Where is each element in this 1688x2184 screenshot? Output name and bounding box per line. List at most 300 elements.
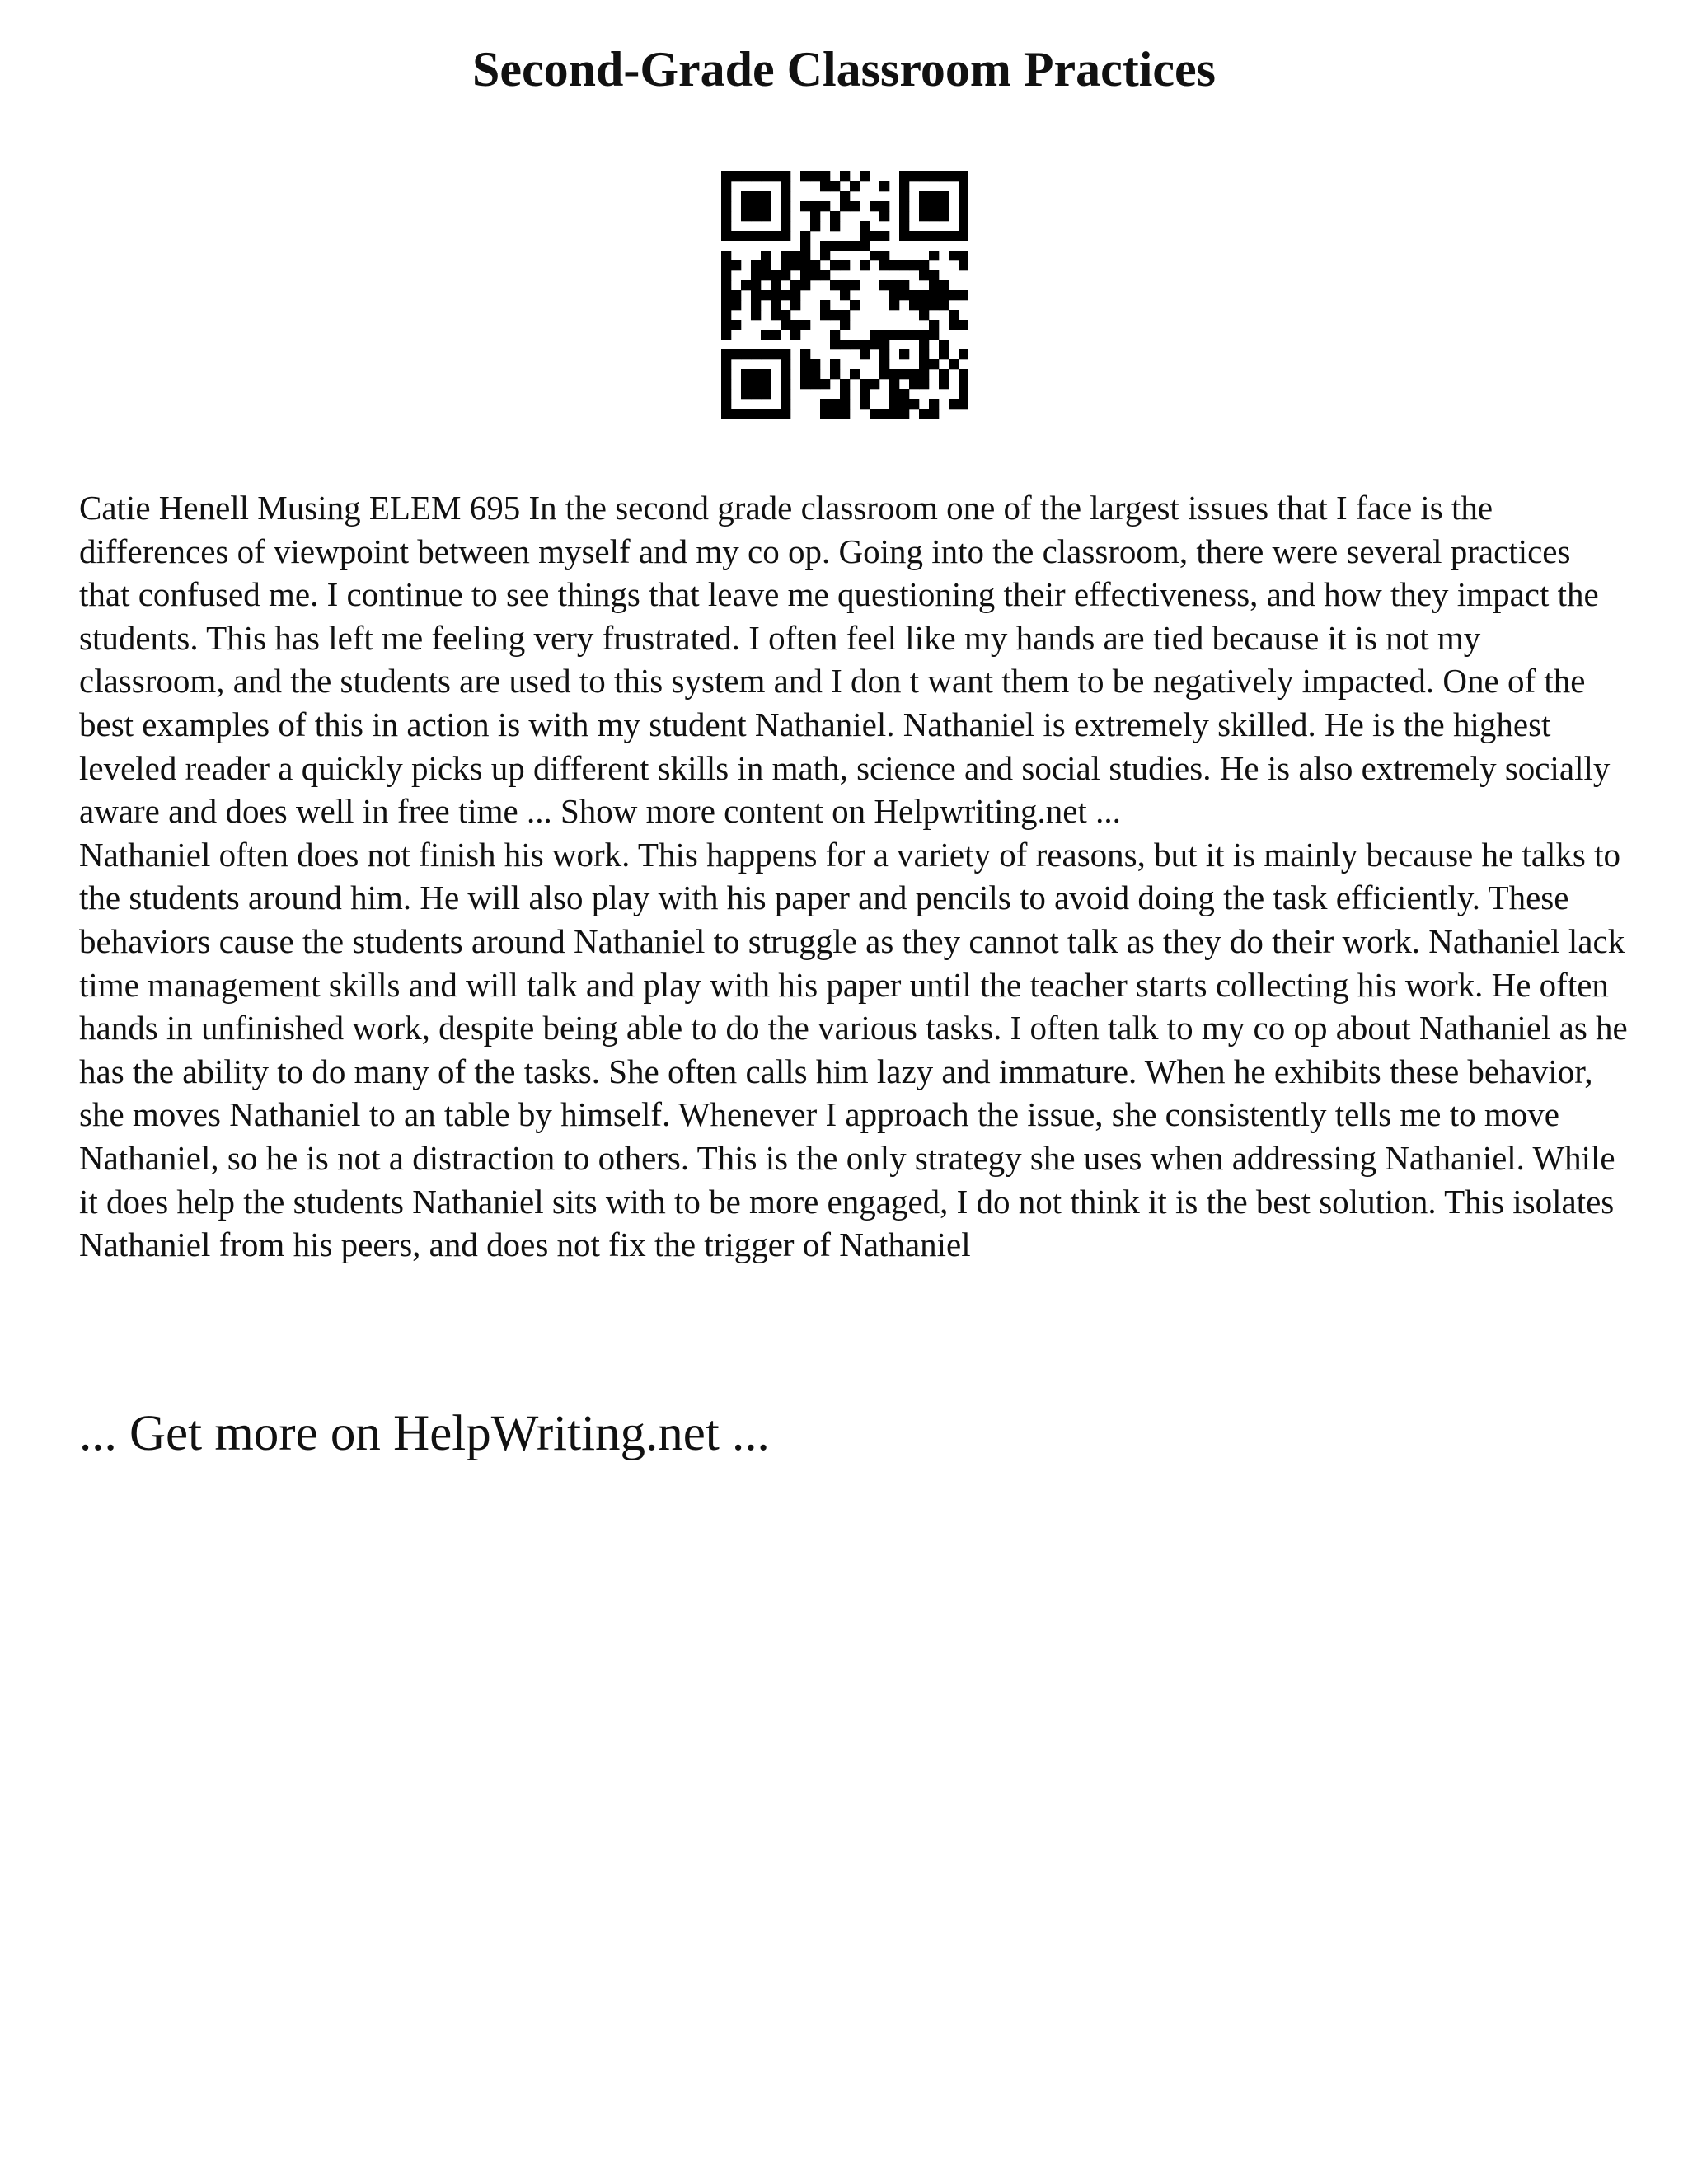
- qr-module: [741, 369, 751, 379]
- qr-module: [929, 409, 939, 419]
- qr-module: [929, 171, 939, 181]
- qr-module: [939, 340, 949, 349]
- qr-module: [800, 359, 810, 369]
- qr-module: [800, 320, 810, 330]
- qr-module: [899, 201, 909, 211]
- qr-module: [731, 290, 741, 300]
- qr-module: [929, 211, 939, 221]
- qr-module: [850, 181, 860, 191]
- qr-module: [790, 280, 800, 290]
- qr-module: [959, 349, 968, 359]
- qr-module: [939, 369, 949, 379]
- paragraph-main: Nathaniel often does not finish his work. This happens for a variety of reasons, but it is mainly because he talks to the students around him. He will also play with his paper and pencils to avoid doing the task efficiently. These behaviors cause the students around Nathaniel to struggle as they cannot talk as they do their work. Nathaniel lack time management skills and will talk and play with his paper until the teacher starts collecting his work. He often hands in unfinished work, despite being able to do the various tasks. I often talk to my co op about Nathaniel as he has the ability to do many of the tasks. She often calls him lazy and immature. When he exhibits these behavior, she moves Nathaniel to an table by himself. Whenever I approach the issue, she consistently tells me to move Nathaniel, so he is not a distraction to others. This is the only strategy she uses when addressing Nathaniel. While it does help the students Nathaniel sits with to be more engaged, I do not think it is the best solution. This isolates Nathaniel from his peers, and does not fix the trigger of Nathaniel: [79, 835, 1628, 1264]
- qr-module: [919, 211, 929, 221]
- qr-module: [731, 171, 741, 181]
- qr-module: [771, 310, 781, 320]
- qr-module: [939, 191, 949, 201]
- qr-module: [870, 409, 879, 419]
- qr-module: [800, 349, 810, 359]
- qr-module: [889, 260, 899, 270]
- qr-module: [860, 221, 870, 231]
- qr-module: [731, 409, 741, 419]
- qr-module: [781, 251, 790, 260]
- qr-module: [810, 369, 820, 379]
- qr-module: [870, 330, 879, 340]
- qr-module: [781, 379, 790, 389]
- qr-module: [761, 211, 771, 221]
- qr-module: [771, 349, 781, 359]
- qr-module: [781, 191, 790, 201]
- qr-module: [879, 369, 889, 379]
- qr-module: [959, 389, 968, 399]
- qr-module: [860, 231, 870, 241]
- qr-module: [870, 379, 879, 389]
- qr-module: [771, 409, 781, 419]
- qr-module: [751, 310, 761, 320]
- qr-module: [909, 330, 919, 340]
- qr-module: [949, 310, 959, 320]
- qr-module: [781, 201, 790, 211]
- qr-module: [761, 290, 771, 300]
- qr-module: [721, 399, 731, 409]
- qr-module: [889, 280, 899, 290]
- qr-module: [889, 399, 899, 409]
- document-body: [79, 486, 1629, 1267]
- qr-module: [721, 310, 731, 320]
- qr-module: [879, 231, 889, 241]
- qr-module: [781, 171, 790, 181]
- qr-module: [781, 320, 790, 330]
- qr-module: [919, 201, 929, 211]
- qr-module: [840, 280, 850, 290]
- qr-module: [919, 349, 929, 359]
- qr-module: [879, 211, 889, 221]
- qr-module: [919, 300, 929, 310]
- qr-module: [800, 251, 810, 260]
- qr-module: [889, 330, 899, 340]
- qr-module: [899, 171, 909, 181]
- qr-module: [751, 201, 761, 211]
- qr-module: [830, 369, 840, 379]
- qr-module: [879, 349, 889, 359]
- qr-module: [909, 300, 919, 310]
- qr-module: [741, 389, 751, 399]
- qr-module: [840, 260, 850, 270]
- qr-module: [889, 300, 899, 310]
- qr-module: [919, 270, 929, 280]
- qr-module: [850, 340, 860, 349]
- qr-module: [919, 171, 929, 181]
- qr-module: [820, 181, 830, 191]
- qr-module: [929, 330, 939, 340]
- qr-module: [761, 251, 771, 260]
- qr-module: [790, 260, 800, 270]
- qr-module: [959, 201, 968, 211]
- qr-module: [949, 399, 959, 409]
- qr-module: [899, 211, 909, 221]
- qr-module: [830, 409, 840, 419]
- qr-module: [820, 270, 830, 280]
- qr-module: [919, 290, 929, 300]
- qr-module: [899, 290, 909, 300]
- qr-module: [751, 409, 761, 419]
- qr-module: [919, 231, 929, 241]
- qr-module: [820, 409, 830, 419]
- qr-module: [721, 359, 731, 369]
- qr-module: [899, 280, 909, 290]
- qr-module: [781, 221, 790, 231]
- qr-module: [741, 191, 751, 201]
- qr-module: [820, 310, 830, 320]
- qr-module: [959, 251, 968, 260]
- qr-module: [879, 330, 889, 340]
- qr-module: [929, 290, 939, 300]
- qr-module: [741, 201, 751, 211]
- qr-module: [721, 320, 731, 330]
- qr-module: [781, 389, 790, 399]
- qr-module: [751, 369, 761, 379]
- qr-module: [830, 221, 840, 231]
- qr-module: [721, 409, 731, 419]
- qr-module: [939, 201, 949, 211]
- qr-module: [899, 389, 909, 399]
- qr-module: [781, 231, 790, 241]
- qr-module: [879, 251, 889, 260]
- qr-module: [731, 349, 741, 359]
- qr-module: [840, 290, 850, 300]
- qr-module: [781, 211, 790, 221]
- qr-module: [929, 270, 939, 280]
- qr-module: [850, 241, 860, 251]
- qr-module: [800, 369, 810, 379]
- qr-module: [939, 349, 949, 359]
- qr-module: [899, 221, 909, 231]
- qr-module: [870, 251, 879, 260]
- qr-module: [840, 201, 850, 211]
- qr-module: [909, 399, 919, 409]
- qr-module: [939, 231, 949, 241]
- qr-module: [761, 171, 771, 181]
- qr-module: [840, 171, 850, 181]
- qr-module: [939, 290, 949, 300]
- qr-module: [721, 270, 731, 280]
- qr-module: [959, 181, 968, 191]
- qr-module: [840, 310, 850, 320]
- qr-module: [771, 270, 781, 280]
- qr-module: [830, 399, 840, 409]
- qr-module: [899, 369, 909, 379]
- qr-module: [840, 320, 850, 330]
- qr-module: [790, 300, 800, 310]
- qr-module: [800, 241, 810, 251]
- qr-module: [751, 260, 761, 270]
- qr-module: [751, 270, 761, 280]
- qr-module: [919, 310, 929, 320]
- qr-module: [899, 260, 909, 270]
- qr-module: [721, 379, 731, 389]
- qr-module: [860, 379, 870, 389]
- qr-module: [771, 280, 781, 290]
- qr-module: [830, 310, 840, 320]
- qr-module: [721, 389, 731, 399]
- qr-module: [959, 290, 968, 300]
- qr-module: [959, 379, 968, 389]
- qr-module: [751, 231, 761, 241]
- qr-module: [830, 211, 840, 221]
- get-more-link[interactable]: ... Get more on HelpWriting.net ...: [79, 1406, 770, 1461]
- qr-module: [949, 231, 959, 241]
- qr-module: [731, 300, 741, 310]
- qr-module: [889, 409, 899, 419]
- qr-module: [731, 320, 741, 330]
- qr-module: [761, 330, 771, 340]
- qr-module: [919, 379, 929, 389]
- qr-module: [879, 260, 889, 270]
- qr-module: [860, 340, 870, 349]
- qr-module: [870, 340, 879, 349]
- qr-module: [840, 191, 850, 201]
- qr-module: [721, 300, 731, 310]
- qr-module: [879, 340, 889, 349]
- qr-module: [959, 191, 968, 201]
- qr-module: [820, 399, 830, 409]
- qr-module: [840, 379, 850, 389]
- qr-module: [939, 280, 949, 290]
- qr-module: [781, 270, 790, 280]
- qr-module: [909, 369, 919, 379]
- qr-module: [959, 369, 968, 379]
- qr-module: [731, 260, 741, 270]
- qr-module: [899, 191, 909, 201]
- qr-module: [850, 300, 860, 310]
- qr-module: [800, 379, 810, 389]
- qr-module: [830, 280, 840, 290]
- qr-module: [830, 359, 840, 369]
- qr-module: [879, 359, 889, 369]
- qr-module: [751, 379, 761, 389]
- qr-module: [919, 330, 929, 340]
- qr-module: [929, 251, 939, 260]
- paragraph-intro: Catie Henell Musing ELEM 695 In the second grade classroom one of the largest issues that I face is the differences of viewpoint between myself and my co op. Going into the classroom, there were several practices that confused me. I continue to see things that leave me questioning their effectiveness, and how they impact the students. This has left me feeling very frustrated. I often feel like my hands are tied because it is not my classroom, and the students are used to this system and I don t want them to be negatively impacted. One of the best examples of this in action is with my student Nathaniel. Nathaniel is extremely skilled. He is the highest leveled reader a quickly picks up different skills in math, science and social studies. He is also extremely socially aware and does well in free time ... Show more content on Helpwriting.net ...: [79, 489, 1611, 831]
- qr-module: [781, 310, 790, 320]
- qr-module: [959, 260, 968, 270]
- qr-module: [860, 349, 870, 359]
- qr-module: [899, 399, 909, 409]
- qr-module: [790, 290, 800, 300]
- qr-module: [810, 270, 820, 280]
- qr-module: [741, 280, 751, 290]
- qr-module: [741, 409, 751, 419]
- qr-module: [820, 171, 830, 181]
- qr-module: [919, 260, 929, 270]
- qr-module: [781, 181, 790, 191]
- qr-module: [860, 399, 870, 409]
- qr-module: [810, 359, 820, 369]
- qr-module: [840, 399, 850, 409]
- qr-module: [751, 300, 761, 310]
- qr-module: [721, 221, 731, 231]
- qr-module: [889, 369, 899, 379]
- qr-module: [840, 409, 850, 419]
- qr-module: [741, 349, 751, 359]
- qr-module: [830, 241, 840, 251]
- qr-module: [781, 290, 790, 300]
- qr-module: [840, 340, 850, 349]
- qr-module: [751, 191, 761, 201]
- qr-module: [771, 171, 781, 181]
- qr-module: [781, 349, 790, 359]
- qr-module: [939, 300, 949, 310]
- qr-module: [800, 280, 810, 290]
- qr-module: [790, 330, 800, 340]
- qr-module: [949, 171, 959, 181]
- qr-module: [959, 320, 968, 330]
- qr-module: [721, 290, 731, 300]
- qr-module: [929, 191, 939, 201]
- qr-module: [899, 409, 909, 419]
- qr-module: [909, 260, 919, 270]
- qr-module: [721, 211, 731, 221]
- qr-module: [761, 260, 771, 270]
- qr-module: [929, 399, 939, 409]
- qr-module: [909, 379, 919, 389]
- qr-module: [761, 231, 771, 241]
- qr-module: [929, 359, 939, 369]
- qr-module: [850, 369, 860, 379]
- qr-module: [741, 171, 751, 181]
- qr-module: [899, 349, 909, 359]
- qr-module: [939, 171, 949, 181]
- qr-module: [761, 379, 771, 389]
- qr-module: [781, 399, 790, 409]
- qr-module: [761, 389, 771, 399]
- qr-module: [790, 320, 800, 330]
- qr-module: [870, 231, 879, 241]
- qr-module: [850, 280, 860, 290]
- qr-module: [721, 330, 731, 340]
- qr-module: [721, 251, 731, 260]
- qr-module: [830, 330, 840, 340]
- qr-module: [959, 211, 968, 221]
- document-title: Second-Grade Classroom Practices: [471, 42, 1217, 96]
- qr-module: [909, 171, 919, 181]
- qr-module: [949, 290, 959, 300]
- qr-module: [771, 231, 781, 241]
- qr-module: [949, 320, 959, 330]
- qr-module: [840, 389, 850, 399]
- qr-module: [781, 409, 790, 419]
- qr-module: [919, 340, 929, 349]
- qr-module: [741, 211, 751, 221]
- qr-module: [781, 369, 790, 379]
- qr-module: [820, 300, 830, 310]
- qr-module: [771, 290, 781, 300]
- qr-module: [939, 211, 949, 221]
- qr-module: [879, 409, 889, 419]
- qr-module: [850, 201, 860, 211]
- qr-module: [800, 231, 810, 241]
- qr-module: [810, 211, 820, 221]
- qr-module: [761, 349, 771, 359]
- qr-module: [929, 320, 939, 330]
- qr-module: [800, 171, 810, 181]
- qr-module: [919, 409, 929, 419]
- qr-module: [959, 221, 968, 231]
- qr-module: [721, 260, 731, 270]
- qr-module: [889, 290, 899, 300]
- qr-module: [899, 181, 909, 191]
- qr-module: [810, 260, 820, 270]
- qr-module: [949, 359, 959, 369]
- qr-module: [751, 349, 761, 359]
- qr-module: [741, 379, 751, 389]
- qr-module: [721, 191, 731, 201]
- qr-module: [761, 369, 771, 379]
- qr-module: [899, 330, 909, 340]
- qr-module: [721, 349, 731, 359]
- qr-module: [721, 171, 731, 181]
- qr-module: [771, 300, 781, 310]
- qr-module: [761, 270, 771, 280]
- qr-module: [919, 359, 929, 369]
- qr-module: [909, 290, 919, 300]
- qr-module: [731, 231, 741, 241]
- qr-code-icon[interactable]: [721, 171, 968, 419]
- qr-module: [860, 171, 870, 181]
- qr-module: [721, 280, 731, 290]
- qr-module: [721, 369, 731, 379]
- qr-module: [761, 191, 771, 201]
- qr-module: [959, 399, 968, 409]
- qr-module: [830, 340, 840, 349]
- qr-module: [800, 201, 810, 211]
- qr-module: [909, 231, 919, 241]
- qr-module: [761, 201, 771, 211]
- qr-module: [800, 270, 810, 280]
- qr-module: [781, 260, 790, 270]
- qr-module: [840, 241, 850, 251]
- qr-module: [820, 201, 830, 211]
- qr-module: [721, 181, 731, 191]
- qr-module: [939, 379, 949, 389]
- qr-module: [781, 359, 790, 369]
- qr-module: [761, 409, 771, 419]
- qr-module: [820, 241, 830, 251]
- qr-module: [929, 300, 939, 310]
- qr-module: [929, 201, 939, 211]
- qr-module: [751, 280, 761, 290]
- qr-module: [721, 231, 731, 241]
- qr-module: [949, 251, 959, 260]
- qr-module: [929, 231, 939, 241]
- qr-module: [879, 201, 889, 211]
- qr-module: [810, 201, 820, 211]
- qr-module: [959, 231, 968, 241]
- qr-module: [771, 330, 781, 340]
- qr-module: [830, 260, 840, 270]
- qr-module: [800, 260, 810, 270]
- qr-module: [889, 389, 899, 399]
- qr-module: [751, 171, 761, 181]
- qr-module: [919, 191, 929, 201]
- qr-module: [879, 181, 889, 191]
- qr-module: [810, 379, 820, 389]
- qr-module: [751, 290, 761, 300]
- qr-module: [820, 251, 830, 260]
- qr-module: [810, 221, 820, 231]
- qr-module: [899, 231, 909, 241]
- qr-module: [860, 260, 870, 270]
